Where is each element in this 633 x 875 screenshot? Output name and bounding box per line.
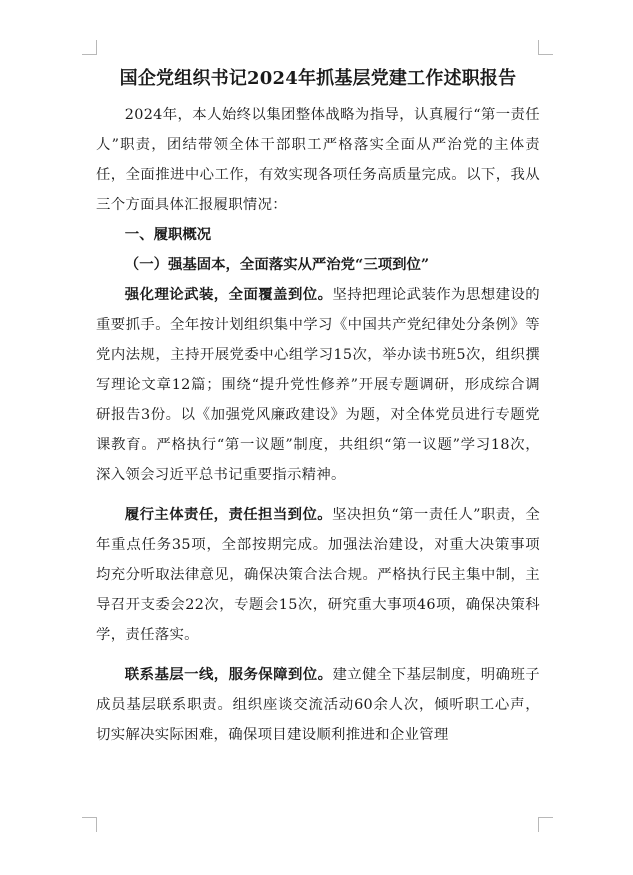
document-body (96, 64, 540, 750)
spacer (96, 490, 540, 500)
crop-mark-bottom-left (82, 817, 97, 832)
paragraph-grassroots (96, 660, 540, 750)
crop-mark-top-left (82, 40, 97, 55)
paragraph-theory-lead: 强化理论武装，全面覆盖到位。 (124, 286, 333, 303)
paragraph-theory-body: 坚持把理论武装作为思想建设的重要抓手。全年按计划组织集中学习《中国共产党纪律处分条例》等党内法规，主持开展党委中心组学习15次，举办读书班5次，组织撰写理论文章12篇；围绕“提升党性修养”开展专题调研，形成综合调研报告3份。以《加强党风廉政建设》为题，对全体党员进行专题党课教育。严格执行“第一议题”制度，共组织“第一议题”学习18次，深入领会习近平总书记重要指示精神。 (96, 287, 540, 483)
paragraph-responsibility-body: 坚决担负“第一责任人”职责，全年重点任务35项，全部按期完成。加强法治建设，对重大决策事项均充分听取法律意见，确保决策合法合规。严格执行民主集中制，主导召开支委会22次，专题会15次，研究重大事项46项，确保决策科学，责任落实。 (96, 507, 541, 643)
spacer (96, 650, 540, 660)
subsection-heading-1: （一）强基固本，全面落实从严治党“三项到位” (124, 256, 430, 273)
paragraph-theory (96, 280, 540, 490)
section-heading-1: 一、履职概况 (124, 226, 212, 243)
crop-mark-bottom-right (538, 817, 553, 832)
paragraph-responsibility (96, 500, 540, 650)
document-title: 国企党组织书记2024年抓基层党建工作述职报告 (119, 68, 517, 89)
paragraph-responsibility-lead: 履行主体责任，责任担当到位。 (124, 506, 333, 523)
intro-paragraph: 2024年，本人始终以集团整体战略为指导，认真履行“第一责任人”职责，团结带领全体干部职工严格落实全面从严治党的主体责任，全面推进中心工作，有效实现各项任务高质量完成。以下，我从三个方面具体汇报履职情况： (96, 107, 540, 213)
paragraph-grassroots-lead: 联系基层一线，服务保障到位。 (124, 666, 333, 683)
paragraph-grassroots-body: 建立健全下基层制度，明确班子成员基层联系职责。组织座谈交流活动60余人次，倾听职工心声，切实解决实际困难，确保项目建设顺利推进和企业管理 (96, 667, 540, 743)
crop-mark-top-right (538, 40, 553, 55)
